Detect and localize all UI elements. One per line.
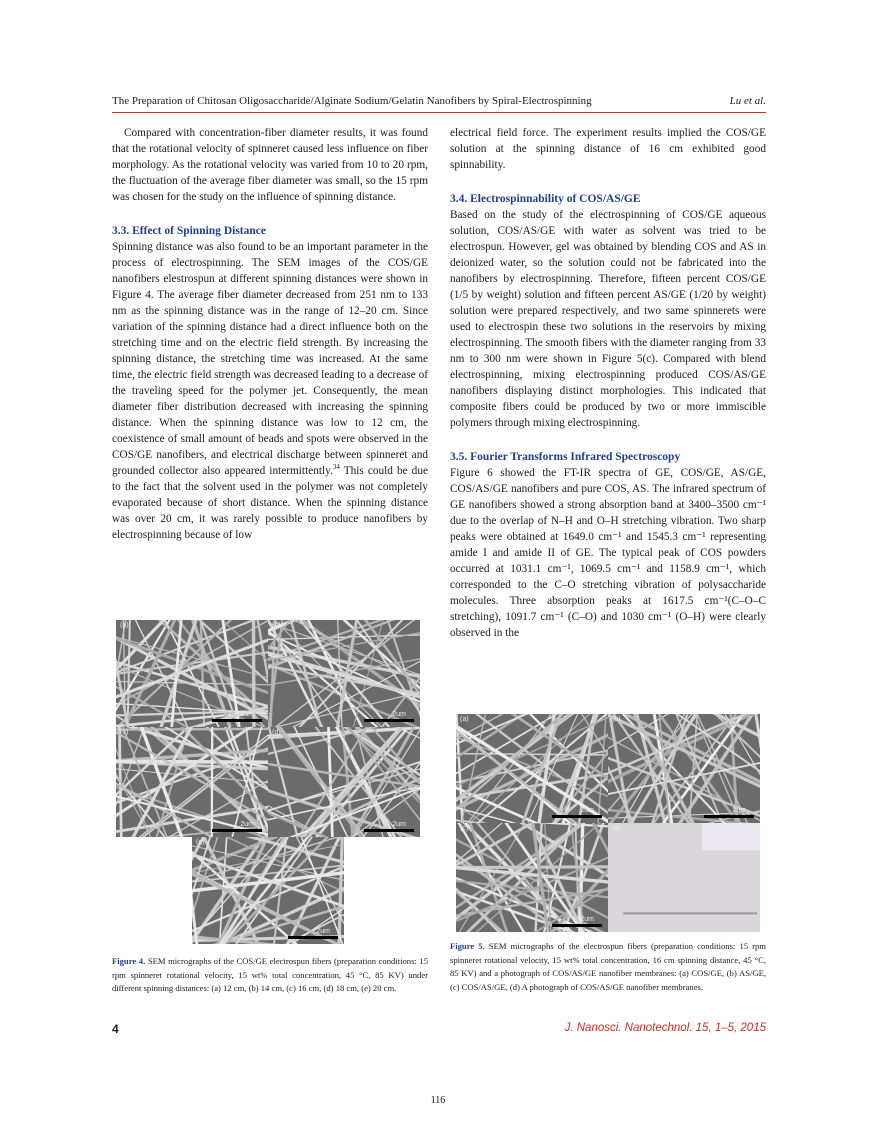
sem-micrograph [456, 823, 608, 932]
panel-label: (d) [612, 825, 621, 832]
sem-micrograph [192, 837, 344, 944]
paragraph: Figure 6 showed the FT-IR spectra of GE, COS/GE, AS/GE, COS/AS/GE nanofibers and pure COS, AS. The infrared spectrum of GE nanofibers showed a strong absorption band at 3400–3500 cm⁻¹ due to the overlap of N–H and O–H stretching vibration. Two sharp peaks were obtained at 1649.0 cm⁻¹ and 1545.3 cm⁻¹ representing amide I and amide II of GE. The typical peak of COS powders occurred at 1031.1 cm⁻¹, 1069.5 cm⁻¹ and 1158.9 cm⁻¹, which corresponded to the C–O stretching vibration of polysaccharide molecules. Three absorption peaks at 1617.5 cm⁻¹(C–O–C stretching), 1091.7 cm⁻¹ (C–O) and 1030 cm⁻¹ (O–H) were clearly observed in the [450, 467, 766, 639]
paragraph: Based on the study of the electrospinning of COS/GE aqueous solution, COS/AS/GE with water as solvent was tried to be electrospun. However, gel was obtained by blending COS and AS in deionized water, so the solution could not be fabricated into the nanofibers by electrospinning. Therefore, fifteen percent COS/GE (1/5 by weight) solution and fifteen percent AS/GE (1/20 by weight) solution were prepared respectively, and two same spinnerets were used to electrospin these two solutions in the reservoirs by mixing electrospinning. The smooth fibers with the diameter ranging from 33 nm to 300 nm were shown in Figure 5(c). Compared with blend electrospinning, mixing electrospinning produced COS/AS/GE nanofibers displaying distinct morphologies. This indicated that composite fibers could be produced by two or more immiscible polymers through mixing electrospinning. [450, 209, 766, 429]
scale-label: 2um [732, 807, 746, 814]
paragraph [112, 239, 428, 543]
membrane-photo [608, 823, 760, 932]
paragraph: electrical field force. The experiment results implied the COS/GE solution at the spinning distance of 16 cm exhibited good spinnability. [450, 127, 766, 171]
citation: 34 [332, 463, 340, 472]
caption-text: SEM micrographs of the electrospun fibers (preparation conditions: 15 rpm spinneret rotational velocity, 15 wt% total concentration, 16 cm spinning distance, 45 °C, 85 KV) and a photograph of COS/AS/GE nanofiber membranes: (a) COS/GE, (b) AS/GE, (c) COS/AS/GE, (d) A photograph of COS/AS/GE nanofiber membranes. [450, 941, 766, 992]
scale-label: 2um [392, 821, 406, 828]
figure-4-caption [112, 955, 428, 996]
scale-bar [212, 829, 262, 832]
panel-label: (b) [612, 716, 621, 723]
right-column [450, 125, 766, 641]
journal-citation: J. Nanosci. Nanotechnol. 15, 1–5, 2015 [564, 1022, 766, 1034]
panel-label: (e) [196, 839, 205, 846]
scale-bar [552, 815, 602, 818]
scale-bar [364, 829, 414, 832]
caption-text: SEM micrographs of the COS/GE electrospun fibers (preparation conditions: 15 rpm spinneret rotational velocity, 15 wt% total concentration, 45 °C, 85 KV) under different spinning distances: (a) 12 cm, (b) 14 cm, (c) 16 cm, (d) 18 cm, (e) 20 cm. [112, 956, 428, 993]
scale-label: 2um [316, 928, 330, 935]
scale-bar [552, 924, 602, 927]
panel-label: (d) [272, 729, 281, 736]
scale-label: 2um [392, 711, 406, 718]
scale-label: 2um [580, 916, 594, 923]
running-header [112, 95, 766, 107]
header-rule [112, 112, 766, 113]
panel-label: (b) [272, 622, 281, 629]
section-heading-3-5: 3.5. Fourier Transforms Infrared Spectroscopy [450, 451, 681, 463]
panel-label: (a) [120, 622, 129, 629]
figure-label: Figure 5. [450, 941, 485, 951]
scale-bar [704, 815, 754, 818]
paragraph-text: This could be due to the fact that the solvent used in the polymer was not completely evaporated because of short distance. When the spinning distance was over 20 cm, it was rarely possible to produce nanofibers by electrospinning because of low [112, 465, 428, 541]
section-heading-3-3: 3.3. Effect of Spinning Distance [112, 225, 266, 237]
scale-label: 2um [240, 821, 254, 828]
page-number: 4 [112, 1022, 119, 1036]
pdf-page-number: 116 [430, 1095, 446, 1106]
panel-label: (c) [120, 729, 129, 736]
sem-micrograph [116, 727, 268, 837]
sem-micrograph [116, 620, 268, 727]
figure-5-caption [450, 940, 766, 994]
running-title: The Preparation of Chitosan Oligosaccharide/Alginate Sodium/Gelatin Nanofibers by Spiral-Electrospinning [112, 95, 592, 107]
fiber [211, 727, 213, 837]
section-heading-3-4: 3.4. Electrospinnability of COS/AS/GE [450, 193, 641, 205]
figure-label: Figure 4. [112, 956, 146, 966]
scale-label: 2um [240, 711, 254, 718]
scale-bar [212, 719, 262, 722]
sem-micrograph [268, 727, 420, 837]
panel-label: (c) [460, 825, 469, 832]
fiber [116, 760, 268, 763]
running-authors: Lu et al. [729, 95, 766, 107]
left-column [112, 125, 428, 543]
scale-bar [288, 936, 338, 939]
sem-micrograph [456, 714, 608, 823]
paragraph: Compared with concentration-fiber diameter results, it was found that the rotational velocity of spinneret caused less influence on fiber morphology. As the rotational velocity was varied from 10 to 20 rpm, the fluctuation of the average fiber diameter was small, so the 15 rpm was chosen for the study on the influence of spinning distance. [112, 127, 428, 203]
sem-micrograph [268, 620, 420, 727]
scale-bar [364, 719, 414, 722]
scale-label: 2um [580, 807, 594, 814]
paragraph-text: Spinning distance was also found to be an important parameter in the process of electrospinning. The SEM images of the COS/GE nanofibers elestrospun at different spinning distances were shown in Figure 4. The average fiber diameter decreased from 251 nm to 133 nm as the spinning distance was in the range of 12–20 cm. Since variation of the spinning distance had a direct influence both on the stretching time and on the electric field strength. By increasing the spinning distance, the stretching time was increased. At the same time, the electric field strength was decreased leading to a decrease of the traveling speed for the polymer jet. Consequently, the mean diameter fiber distribution decreased with increasing the spinning distance. When the spinning distance was low to 12 cm, the coexistence of small amount of beads and spots were observed in the COS/GE nanofibers, and electrical discharge between spinneret and grounded collector also appeared intermittently. [112, 241, 428, 477]
sem-micrograph [608, 714, 760, 823]
panel-label: (a) [460, 716, 469, 723]
